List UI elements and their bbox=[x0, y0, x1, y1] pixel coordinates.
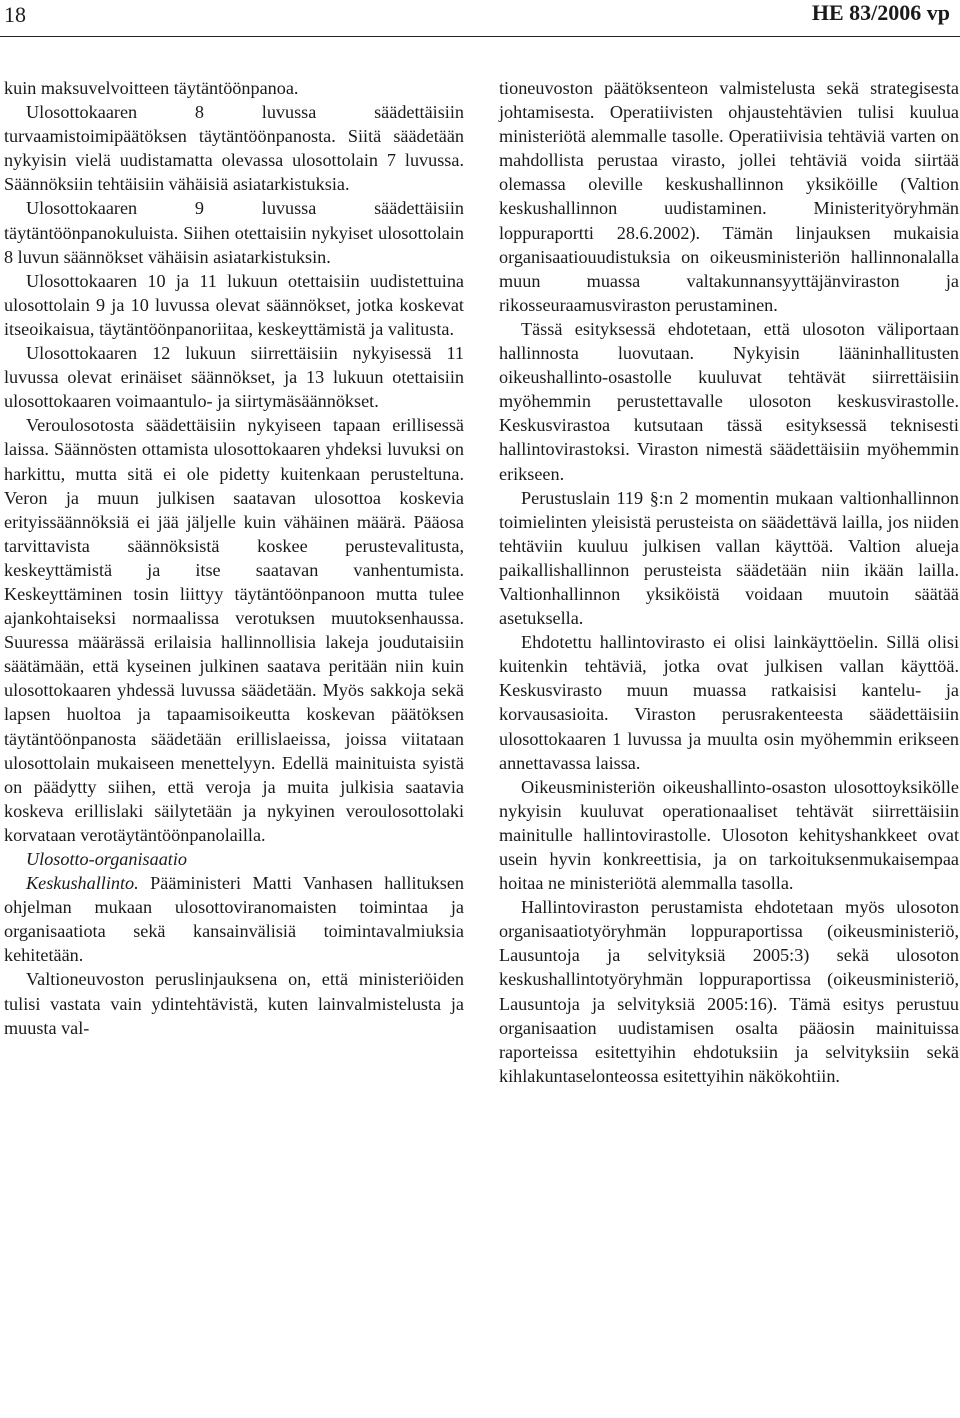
left-column bbox=[4, 76, 464, 1040]
paragraph: kuin maksuvelvoitteen täytäntöönpanoa. bbox=[4, 78, 299, 98]
section-heading: Ulosotto-organisaatio bbox=[26, 849, 188, 869]
paragraph: Hallintoviraston perustamista ehdotetaan myös ulosoton organisaatiotyöryhmän loppuraportissa (oikeusministeriö, Lausuntoja ja selvityksiä 2005:3) sekä ulosoton keskushallintotyöryhmän loppuraportissa (oikeusministeriö, Lausuntoja ja selvityksiä 2005:16). Tämä esitys perustuu organisaation uudistamisen osalta pääosin mainituissa raporteissa esitettyihin ehdotuksiin ja selvityksiin sekä kihlakuntaselonteossa esitettyihin näkökohtiin. bbox=[499, 897, 959, 1086]
document-identifier: HE 83/2006 vp bbox=[811, 0, 950, 25]
paragraph: Veroulosotosta säädettäisiin nykyiseen tapaan erillisessä laissa. Säännösten ottamista ulosottokaaren yhdeksi luvuksi on harkittu, mutta sitä ei ole pidetty kuitenkaan perusteltuna. Veron ja muun julkisen saatavan ulosottoa koskevia erityissäännöksiä ei jää jäljelle kuin vähäinen määrä. Pääosa tarvittavista säännöksistä koskee perustevalitusta, keskeyttämistä ja itse saatavan vanhentumista. Keskeyttäminen tosin liittyy täytäntöönpanoon mutta tulee ajankohtaiseksi normaalissa verotuksen muutoksenhaussa. Suuressa määrässä erilaisia hallinnollisia lakeja joudutaisiin säätämään, että kyseinen julkinen saatava peritään niin kuin ulosottokaaren yhdessä luvussa säädetään. Myös sakkoja sekä lapsen huoltoa ja tapaamisoikeutta koskevan päätöksen täytäntöönpanosta säädetään erillislaeissa, joissa viitataan ulosottolain mukaiseen menettelyyn. Edellä mainituista syistä on päädytty siihen, että veroja ja muita julkisia saatavia koskeva erillislaki säilytetään ja nykyinen veroulosottolaki korvataan verotäytäntöönpanolailla. bbox=[4, 415, 464, 845]
paragraph: Valtioneuvoston peruslinjauksena on, että ministeriöiden tulisi vastata vain ydintehtävistä, kuten lainvalmistelusta ja muusta val- bbox=[4, 969, 464, 1038]
run-in-heading: Keskushallinto. bbox=[26, 873, 139, 894]
page-header bbox=[0, 0, 960, 40]
paragraph: Ulosottokaaren 10 ja 11 lukuun otettaisiin uudistettuina ulosottolain 9 ja 10 luvussa olevat säännökset, jotka koskevat itseoikaisua, täytäntöönpanoriitaa, keskeyttämistä ja valitusta. bbox=[4, 270, 464, 339]
paragraph: Ulosottokaaren 8 luvussa säädettäisiin turvaamistoimipäätöksen täytäntöönpanosta. Siitä säädetään nykyisin vielä uudistamatta olevassa ulosottolain 7 luvussa. Säännöksiin tehtäisiin vähäisiä asiatarkistuksia. bbox=[4, 102, 464, 195]
paragraph-text: Pääministeri Matti Vanhasen hallituksen ohjelman mukaan ulosottoviranomaisten toimintaa ja organisaatiota sekä kansainvälisiä toimintavalmiuksia kehitetään. bbox=[4, 873, 464, 966]
header-rule bbox=[0, 36, 960, 37]
paragraph: Ulosottokaaren 9 luvussa säädettäisiin täytäntöönpanokuluista. Siihen otettaisiin nykyiset ulosottolain 8 luvun säännökset vähäisin asiatarkistuksin. bbox=[4, 198, 464, 267]
paragraph bbox=[4, 871, 464, 967]
paragraph: Perustuslain 119 §:n 2 momentin mukaan valtionhallinnon toimielinten yleisistä perusteista on säädettävä lailla, jos niiden tehtäviin kuuluu julkisen vallan käyttöä. Valtion alueja paikallishallinnon perusteista säädetään niin ikään lailla. Valtionhallinnon yksiköistä voidaan muutoin säätää asetuksella. bbox=[499, 487, 959, 629]
paragraph: tioneuvoston päätöksenteon valmistelusta sekä strategisesta johtamisesta. Operatiivisten ohjaustehtävien tulisi kuulua ministeriötä alemmalle tasolle. Operatiivisia tehtäviä varten on mahdollista perustaa virasto, jollei tehtäviä voida siirtää olemassa oleville keskushallinnon yksiköille (Valtion keskushallinnon uudistaminen. Ministerityöryhmän loppuraportti 28.6.2002). Tämän linjauksen mukaisia organisaatiouudistuksia on oikeusministeriön hallinnonalalla muun muassa valtakunnansyyttäjänviraston ja rikosseuraamusviraston perustaminen. bbox=[499, 78, 959, 315]
right-column bbox=[499, 76, 959, 1088]
paragraph: Tässä esityksessä ehdotetaan, että ulosoton väliportaan hallinnosta luovutaan. Nykyisin lääninhallitusten oikeushallinto-osastolle kuuluvat tehtävät siirrettäisiin myöhemmin perustettavalle ulosoton keskusvirastolle. Keskusvirastoa kutsutaan tässä esityksessä teknisesti hallintovirastoksi. Viraston nimestä säädettäisiin myöhemmin erikseen. bbox=[499, 318, 959, 484]
paragraph: Oikeusministeriön oikeushallinto-osaston ulosottoyksikölle nykyisin kuuluvat operationaaliset tehtävät siirrettäisiin mainitulle hallintovirastolle. Ulosoton kehityshankkeet ovat usein hyvin konkreettisia, ja on tarkoituksenmukaisempaa hoitaa ne ministeriötä alemmalla tasolla. bbox=[499, 776, 959, 894]
page-number: 18 bbox=[4, 2, 26, 27]
paragraph: Ulosottokaaren 12 lukuun siirrettäisiin nykyisessä 11 luvussa olevat erinäiset säännökset, ja 13 lukuun otettaisiin ulosottokaaren voimaantulo- ja siirtymäsäännökset. bbox=[4, 343, 464, 412]
paragraph: Ehdotettu hallintovirasto ei olisi lainkäyttöelin. Sillä olisi kuitenkin tehtäviä, jotka ovat julkisen vallan käyttöä. Keskusvirasto muun muassa ratkaisisi kantelu- ja korvausasioita. Viraston perusrakenteesta säädettäisiin ulosottokaaren 1 luvussa ja muulta osin myöhemmin erikseen annettavassa laissa. bbox=[499, 632, 959, 773]
